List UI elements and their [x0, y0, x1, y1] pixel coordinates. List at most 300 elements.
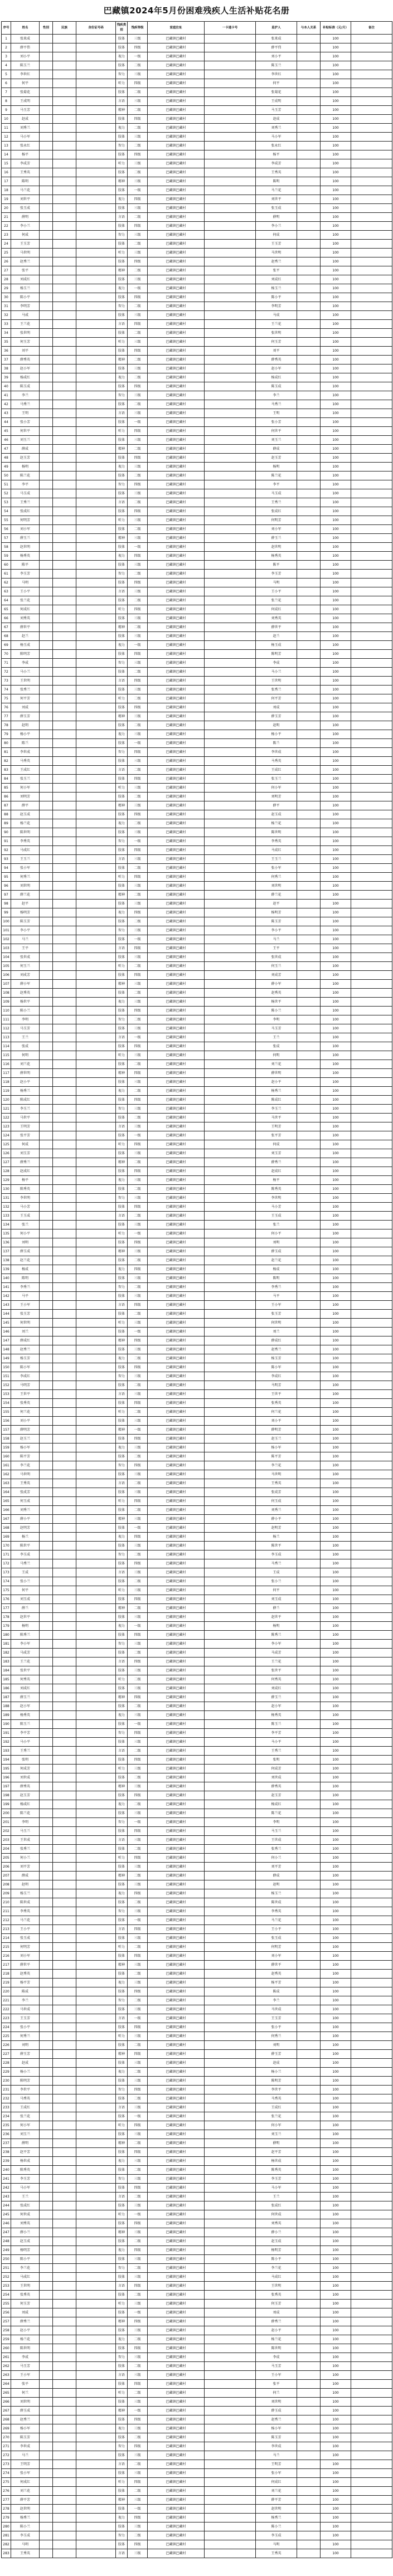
- cell-guardian: 杨明: [256, 463, 297, 472]
- cell-ethnicity: [53, 1301, 76, 1310]
- cell-family-address: 巴藏镇巴藏村: [148, 1970, 205, 1979]
- cell-amount: 100: [321, 908, 351, 917]
- cell-relation: [297, 329, 321, 338]
- cell-amount: 100: [321, 1203, 351, 1212]
- table-row: [2, 329, 392, 338]
- cell-id-number: [76, 489, 116, 498]
- cell-index: 141: [2, 1283, 11, 1292]
- cell-disability-type: 肢体: [116, 1845, 128, 1854]
- cell-disability-type: 肢体: [116, 2219, 128, 2228]
- cell-remark: [351, 1916, 392, 1925]
- cell-ethnicity: [53, 1872, 76, 1880]
- cell-family-address: 巴藏镇巴藏村: [148, 1345, 205, 1354]
- cell-amount: 100: [321, 1934, 351, 1943]
- table-row: [2, 2362, 392, 2371]
- cell-remark: [351, 1640, 392, 1649]
- table-row: [2, 1051, 392, 1060]
- cell-card-number: [205, 159, 256, 168]
- cell-card-number: [205, 1140, 256, 1149]
- cell-name: 马明芳: [11, 1381, 40, 1390]
- cell-guardian: 何玉兰: [256, 962, 297, 971]
- cell-remark: [351, 1140, 392, 1149]
- cell-guardian: 马秀兰: [256, 400, 297, 409]
- cell-gender: [40, 1426, 53, 1435]
- cell-disability-grade: 四级: [128, 1729, 148, 1738]
- cell-relation: [297, 142, 321, 150]
- cell-card-number: [205, 2077, 256, 2086]
- cell-disability-grade: 四级: [128, 677, 148, 686]
- cell-guardian: 李成: [256, 2353, 297, 2362]
- cell-ethnicity: [53, 1889, 76, 1898]
- cell-remark: [351, 204, 392, 213]
- cell-card-number: [205, 2460, 256, 2469]
- cell-ethnicity: [53, 766, 76, 775]
- cell-remark: [351, 2210, 392, 2219]
- cell-id-number: [76, 1506, 116, 1515]
- cell-family-address: 巴藏镇巴藏村: [148, 2014, 205, 2023]
- cell-card-number: [205, 1408, 256, 1417]
- cell-family-address: 巴藏镇巴藏村: [148, 418, 205, 427]
- cell-guardian: 王玉芳: [256, 2014, 297, 2023]
- table-row: [2, 1212, 392, 1221]
- cell-disability-type: 言语: [116, 2549, 128, 2558]
- cell-family-address: 巴藏镇巴藏村: [148, 1961, 205, 1970]
- cell-name: 张成芳: [11, 1488, 40, 1497]
- cell-id-number: [76, 2005, 116, 2014]
- cell-index: 84: [2, 775, 11, 784]
- cell-index: 143: [2, 1301, 11, 1310]
- table-row: [2, 2398, 392, 2407]
- cell-guardian: 李世明: [256, 1194, 297, 1203]
- cell-relation: [297, 2103, 321, 2112]
- cell-disability-grade: 三级: [128, 587, 148, 596]
- cell-ethnicity: [53, 1265, 76, 1274]
- cell-amount: 100: [321, 400, 351, 409]
- cell-ethnicity: [53, 454, 76, 463]
- cell-id-number: [76, 1131, 116, 1140]
- cell-relation: [297, 1631, 321, 1640]
- cell-remark: [351, 1212, 392, 1221]
- cell-name: 陈玉兰: [11, 1720, 40, 1729]
- cell-gender: [40, 730, 53, 739]
- table-row: [2, 534, 392, 543]
- cell-name: 陈世明: [11, 828, 40, 837]
- table-row: [2, 1229, 392, 1238]
- cell-relation: [297, 1051, 321, 1060]
- cell-family-address: 巴藏镇巴藏村: [148, 52, 205, 61]
- cell-gender: [40, 2175, 53, 2184]
- cell-id-number: [76, 2362, 116, 2371]
- cell-relation: [297, 1060, 321, 1069]
- cell-amount: 100: [321, 2041, 351, 2050]
- cell-ethnicity: [53, 2460, 76, 2469]
- cell-gender: [40, 311, 53, 320]
- table-row: [2, 266, 392, 275]
- cell-name: 张玉成: [11, 204, 40, 213]
- cell-guardian: 杨世成: [256, 2157, 297, 2166]
- cell-remark: [351, 70, 392, 79]
- cell-relation: [297, 454, 321, 463]
- cell-name: 张小平: [11, 2023, 40, 2032]
- header-relation: 与本人关系: [297, 22, 321, 35]
- table-row: [2, 543, 392, 552]
- cell-name: 赵小军: [11, 1702, 40, 1711]
- cell-disability-type: 肢体: [116, 150, 128, 159]
- cell-remark: [351, 2103, 392, 2112]
- table-row: [2, 579, 392, 587]
- cell-family-address: 巴藏镇巴藏村: [148, 543, 205, 552]
- cell-guardian: 李世红: [256, 70, 297, 79]
- cell-remark: [351, 2540, 392, 2549]
- cell-ethnicity: [53, 1256, 76, 1265]
- cell-name: 杨明芳: [11, 2246, 40, 2255]
- cell-disability-type: 肢体: [116, 579, 128, 587]
- cell-ethnicity: [53, 587, 76, 596]
- cell-id-number: [76, 2308, 116, 2317]
- cell-amount: 100: [321, 222, 351, 231]
- cell-relation: [297, 2130, 321, 2139]
- header-remark: 备注: [351, 22, 392, 35]
- cell-ethnicity: [53, 819, 76, 828]
- table-row: [2, 231, 392, 240]
- cell-guardian: 何兰花: [256, 1408, 297, 1417]
- cell-amount: 100: [321, 480, 351, 489]
- cell-family-address: 巴藏镇巴藏村: [148, 2193, 205, 2201]
- cell-gender: [40, 1818, 53, 1827]
- cell-family-address: 巴藏镇巴藏村: [148, 222, 205, 231]
- table-row: [2, 311, 392, 320]
- cell-family-address: 巴藏镇巴藏村: [148, 1916, 205, 1925]
- cell-remark: [351, 686, 392, 694]
- cell-disability-grade: 三级: [128, 900, 148, 908]
- cell-disability-type: 肢体: [116, 1292, 128, 1301]
- cell-ethnicity: [53, 2478, 76, 2487]
- cell-relation: [297, 1479, 321, 1488]
- cell-index: 144: [2, 1310, 11, 1319]
- cell-ethnicity: [53, 677, 76, 686]
- cell-relation: [297, 2317, 321, 2326]
- cell-disability-grade: 四级: [128, 2540, 148, 2549]
- cell-ethnicity: [53, 1194, 76, 1203]
- cell-id-number: [76, 2344, 116, 2353]
- table-row: [2, 97, 392, 106]
- table-row: [2, 1827, 392, 1836]
- cell-ethnicity: [53, 1381, 76, 1390]
- cell-family-address: 巴藏镇巴藏村: [148, 1229, 205, 1238]
- cell-name: 马玉芳: [11, 1024, 40, 1033]
- cell-family-address: 巴藏镇巴藏村: [148, 846, 205, 855]
- cell-amount: 100: [321, 311, 351, 320]
- cell-remark: [351, 2014, 392, 2023]
- cell-amount: 100: [321, 2201, 351, 2210]
- cell-amount: 100: [321, 801, 351, 810]
- cell-disability-grade: 一级: [128, 186, 148, 195]
- table-row: [2, 70, 392, 79]
- cell-card-number: [205, 944, 256, 953]
- cell-family-address: 巴藏镇巴藏村: [148, 284, 205, 293]
- cell-id-number: [76, 2050, 116, 2059]
- table-row: [2, 436, 392, 445]
- cell-disability-grade: 二级: [128, 766, 148, 775]
- table-row: [2, 748, 392, 757]
- cell-family-address: 巴藏镇巴藏村: [148, 1747, 205, 1756]
- cell-id-number: [76, 409, 116, 418]
- cell-family-address: 巴藏镇巴藏村: [148, 2201, 205, 2210]
- cell-id-number: [76, 35, 116, 43]
- cell-family-address: 巴藏镇巴藏村: [148, 1889, 205, 1898]
- cell-card-number: [205, 1934, 256, 1943]
- cell-amount: 100: [321, 614, 351, 623]
- cell-gender: [40, 1952, 53, 1961]
- cell-disability-grade: 三级: [128, 1809, 148, 1818]
- cell-card-number: [205, 1907, 256, 1916]
- cell-disability-type: 肢体: [116, 2237, 128, 2246]
- cell-gender: [40, 2291, 53, 2300]
- cell-index: 142: [2, 1292, 11, 1301]
- cell-disability-type: 肢体: [116, 2415, 128, 2424]
- cell-gender: [40, 926, 53, 935]
- cell-family-address: 巴藏镇巴藏村: [148, 686, 205, 694]
- cell-id-number: [76, 775, 116, 784]
- table-row: [2, 1417, 392, 1426]
- cell-relation: [297, 2335, 321, 2344]
- table-row: [2, 1149, 392, 1158]
- cell-relation: [297, 1310, 321, 1319]
- cell-index: 156: [2, 1417, 11, 1426]
- cell-index: 139: [2, 1265, 11, 1274]
- cell-guardian: 杨平: [256, 1176, 297, 1185]
- cell-index: 35: [2, 338, 11, 347]
- cell-amount: 100: [321, 142, 351, 150]
- cell-disability-grade: 四级: [128, 908, 148, 917]
- cell-guardian: 李秀英: [256, 837, 297, 846]
- cell-id-number: [76, 1889, 116, 1898]
- cell-index: 231: [2, 2086, 11, 2094]
- cell-amount: 100: [321, 1319, 351, 1328]
- cell-id-number: [76, 2335, 116, 2344]
- cell-index: 37: [2, 356, 11, 364]
- cell-disability-type: 肢体: [116, 1452, 128, 1461]
- cell-ethnicity: [53, 1158, 76, 1167]
- cell-family-address: 巴藏镇巴藏村: [148, 2398, 205, 2407]
- cell-amount: 100: [321, 1470, 351, 1479]
- table-row: [2, 1649, 392, 1658]
- cell-gender: [40, 971, 53, 980]
- cell-name: 薛平: [11, 801, 40, 810]
- cell-disability-type: 肢体: [116, 1149, 128, 1158]
- cell-family-address: 巴藏镇巴藏村: [148, 1488, 205, 1497]
- cell-amount: 100: [321, 2371, 351, 2380]
- cell-id-number: [76, 2478, 116, 2487]
- cell-id-number: [76, 2175, 116, 2184]
- cell-guardian: 马小芳: [256, 1203, 297, 1212]
- cell-name: 薛世平: [11, 623, 40, 632]
- cell-remark: [351, 1756, 392, 1765]
- cell-gender: [40, 1809, 53, 1818]
- cell-relation: [297, 204, 321, 213]
- cell-gender: [40, 1292, 53, 1301]
- cell-id-number: [76, 1363, 116, 1372]
- cell-family-address: 巴藏镇巴藏村: [148, 650, 205, 659]
- cell-disability-grade: 二级: [128, 1452, 148, 1461]
- cell-disability-grade: 四级: [128, 1167, 148, 1176]
- header-amount: 补贴标准（元/月）: [321, 22, 351, 35]
- cell-disability-grade: 三级: [128, 2255, 148, 2264]
- cell-ethnicity: [53, 1105, 76, 1114]
- cell-remark: [351, 650, 392, 659]
- cell-guardian: 王成明: [256, 97, 297, 106]
- table-row: [2, 427, 392, 436]
- cell-card-number: [205, 2451, 256, 2460]
- cell-name: 马小军: [11, 133, 40, 142]
- cell-index: 170: [2, 1542, 11, 1551]
- cell-id-number: [76, 2023, 116, 2032]
- cell-gender: [40, 801, 53, 810]
- cell-card-number: [205, 1265, 256, 1274]
- header-id-number: 身份证号码: [76, 22, 116, 35]
- cell-ethnicity: [53, 2103, 76, 2112]
- cell-disability-grade: 四级: [128, 2086, 148, 2094]
- cell-index: 283: [2, 2549, 11, 2558]
- cell-disability-grade: 四级: [128, 195, 148, 204]
- cell-index: 62: [2, 579, 11, 587]
- cell-disability-type: 智力: [116, 1729, 128, 1738]
- cell-ethnicity: [53, 498, 76, 507]
- table-row: [2, 1105, 392, 1114]
- cell-family-address: 巴藏镇巴藏村: [148, 1631, 205, 1640]
- cell-gender: [40, 1568, 53, 1577]
- cell-card-number: [205, 1836, 256, 1845]
- cell-family-address: 巴藏镇巴藏村: [148, 240, 205, 249]
- cell-id-number: [76, 2157, 116, 2166]
- cell-gender: [40, 2014, 53, 2023]
- cell-name: 薛成红: [11, 1336, 40, 1345]
- cell-disability-type: 听力: [116, 694, 128, 703]
- cell-name: 薛秀兰: [11, 1158, 40, 1167]
- cell-disability-type: 智力: [116, 926, 128, 935]
- cell-gender: [40, 864, 53, 873]
- cell-remark: [351, 249, 392, 257]
- cell-relation: [297, 124, 321, 133]
- cell-index: 145: [2, 1319, 11, 1328]
- cell-disability-type: 视力: [116, 641, 128, 650]
- cell-card-number: [205, 766, 256, 775]
- table-row: [2, 2130, 392, 2139]
- cell-disability-grade: 三级: [128, 980, 148, 989]
- table-row: [2, 204, 392, 213]
- cell-card-number: [205, 1488, 256, 1497]
- cell-remark: [351, 1345, 392, 1354]
- cell-gender: [40, 2005, 53, 2014]
- cell-relation: [297, 2540, 321, 2549]
- cell-disability-grade: 三级: [128, 561, 148, 570]
- cell-family-address: 巴藏镇巴藏村: [148, 1675, 205, 1684]
- cell-disability-type: 肢体: [116, 507, 128, 516]
- cell-id-number: [76, 1800, 116, 1809]
- cell-id-number: [76, 1060, 116, 1069]
- table-row: [2, 2469, 392, 2478]
- cell-amount: 100: [321, 2032, 351, 2041]
- cell-disability-grade: 四级: [128, 480, 148, 489]
- cell-amount: 100: [321, 793, 351, 801]
- cell-id-number: [76, 917, 116, 926]
- cell-name: 马世成: [11, 2005, 40, 2014]
- cell-disability-type: 智力: [116, 570, 128, 579]
- cell-relation: [297, 596, 321, 605]
- cell-disability-grade: 三级: [128, 2300, 148, 2308]
- cell-family-address: 巴藏镇巴藏村: [148, 409, 205, 418]
- cell-ethnicity: [53, 2353, 76, 2362]
- cell-ethnicity: [53, 1479, 76, 1488]
- cell-gender: [40, 1613, 53, 1622]
- cell-card-number: [205, 1007, 256, 1015]
- cell-disability-type: 智力: [116, 1372, 128, 1381]
- cell-disability-grade: 四级: [128, 1140, 148, 1149]
- cell-name: 陈小平: [11, 2255, 40, 2264]
- table-row: [2, 2540, 392, 2549]
- cell-family-address: 巴藏镇巴藏村: [148, 2300, 205, 2308]
- table-row: [2, 819, 392, 828]
- cell-remark: [351, 810, 392, 819]
- cell-remark: [351, 1675, 392, 1684]
- cell-name: 李明: [11, 1015, 40, 1024]
- cell-disability-type: 肢体: [116, 418, 128, 427]
- table-row: [2, 793, 392, 801]
- cell-relation: [297, 1336, 321, 1345]
- cell-relation: [297, 2371, 321, 2380]
- cell-disability-grade: 三级: [128, 391, 148, 400]
- cell-id-number: [76, 2531, 116, 2540]
- cell-card-number: [205, 2139, 256, 2148]
- cell-disability-grade: 三级: [128, 1292, 148, 1301]
- cell-guardian: 赵玉兰: [256, 1435, 297, 1443]
- cell-index: 251: [2, 2264, 11, 2273]
- cell-disability-type: 肢体: [116, 1577, 128, 1586]
- cell-disability-type: 精神: [116, 1604, 128, 1613]
- cell-disability-grade: 四级: [128, 1096, 148, 1105]
- cell-relation: [297, 2005, 321, 2014]
- cell-card-number: [205, 1381, 256, 1390]
- cell-guardian: 马明: [256, 579, 297, 587]
- cell-name: 杨小兰: [11, 2068, 40, 2077]
- cell-guardian: 张小芳: [256, 418, 297, 427]
- cell-ethnicity: [53, 1328, 76, 1336]
- table-row: [2, 2487, 392, 2496]
- cell-card-number: [205, 1925, 256, 1934]
- cell-gender: [40, 2540, 53, 2549]
- cell-amount: 100: [321, 124, 351, 133]
- cell-disability-type: 视力: [116, 2424, 128, 2433]
- cell-name: 张秀兰: [11, 1845, 40, 1854]
- table-row: [2, 1328, 392, 1336]
- cell-ethnicity: [53, 222, 76, 231]
- cell-index: 198: [2, 1791, 11, 1800]
- cell-name: 陈小兰: [11, 2522, 40, 2531]
- cell-index: 12: [2, 133, 11, 142]
- cell-gender: [40, 784, 53, 793]
- table-row: [2, 1515, 392, 1524]
- cell-disability-type: 肢体: [116, 454, 128, 463]
- cell-index: 189: [2, 1711, 11, 1720]
- cell-name: 陈秀兰: [11, 1631, 40, 1640]
- cell-disability-type: 言语: [116, 213, 128, 222]
- cell-name: 何成红: [11, 605, 40, 614]
- cell-amount: 100: [321, 739, 351, 748]
- cell-gender: [40, 650, 53, 659]
- cell-remark: [351, 1515, 392, 1524]
- cell-relation: [297, 748, 321, 757]
- table-row: [2, 195, 392, 204]
